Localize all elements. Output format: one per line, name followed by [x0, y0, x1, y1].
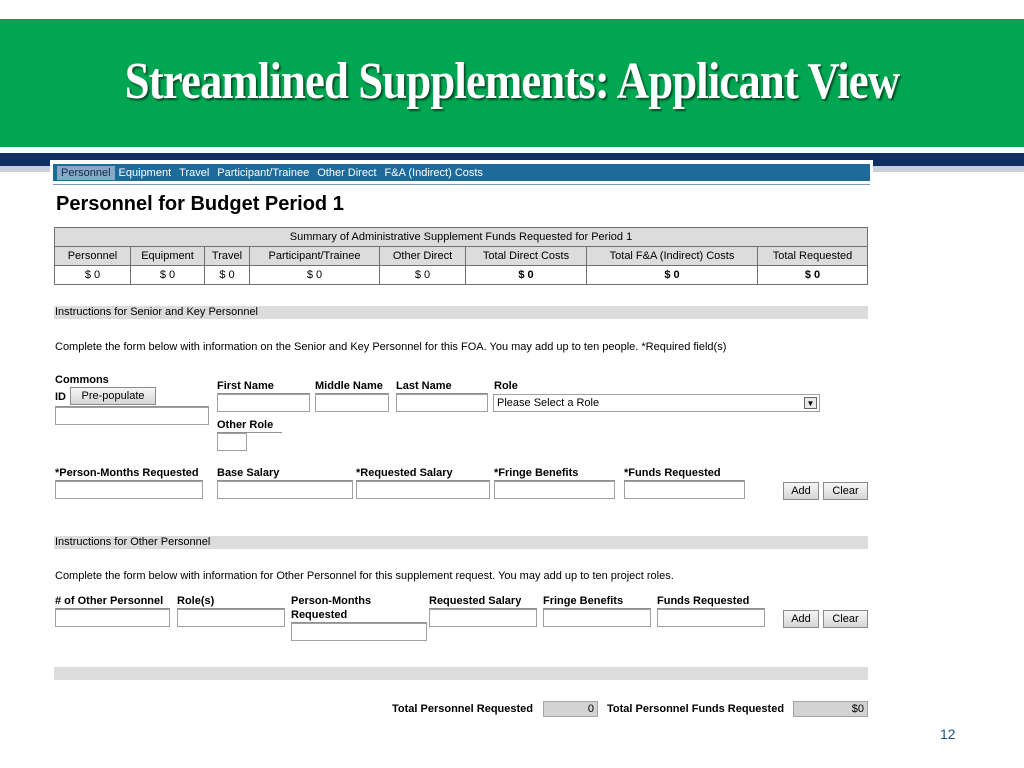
- prepopulate-button[interactable]: Pre-populate: [70, 387, 156, 405]
- senior-instructions: Complete the form below with information on the Senior and Key Personnel for this FOA. You may add up to ten people. *Required field(s): [55, 341, 727, 353]
- middle-name-input[interactable]: [315, 394, 389, 412]
- section-divider: [54, 667, 868, 680]
- form-screenshot: [50, 160, 873, 720]
- other-count-input[interactable]: [55, 609, 170, 627]
- tab-equipment[interactable]: Equipment: [118, 166, 172, 179]
- tab-bar-underline: [53, 181, 870, 185]
- clear-other-button[interactable]: Clear: [823, 610, 868, 628]
- role-select[interactable]: [493, 394, 820, 412]
- roles-label: Role(s): [177, 595, 215, 607]
- tab-fa-indirect-costs[interactable]: F&A (Indirect) Costs: [384, 166, 483, 179]
- summary-value: $ 0: [466, 266, 587, 285]
- person-months-input[interactable]: [55, 481, 203, 499]
- fringe-benefits-label: *Fringe Benefits: [494, 467, 579, 479]
- other-fringe-input[interactable]: [543, 609, 651, 627]
- tab-travel[interactable]: Travel: [179, 166, 210, 179]
- other-funds-input[interactable]: [657, 609, 765, 627]
- summary-value: $ 0: [205, 266, 250, 285]
- commons-label: Commons: [55, 374, 109, 386]
- base-salary-label: Base Salary: [217, 467, 280, 479]
- total-personnel-label: Total Personnel Requested: [392, 703, 533, 715]
- summary-value: $ 0: [380, 266, 466, 285]
- summary-value-row: [55, 266, 868, 285]
- funds-requested-input[interactable]: [624, 481, 745, 499]
- other-count-label: # of Other Personnel: [55, 595, 164, 607]
- summary-header-row: [55, 247, 868, 266]
- summary-header: Travel: [205, 247, 250, 266]
- other-requested-salary-input[interactable]: [429, 609, 537, 627]
- summary-value: $ 0: [587, 266, 758, 285]
- budget-tab-bar: [53, 164, 870, 181]
- fringe-benefits-input[interactable]: [494, 481, 615, 499]
- other-section-header: Instructions for Other Personnel: [54, 536, 868, 549]
- add-senior-button[interactable]: Add: [783, 482, 819, 500]
- role-select-value: Please Select a Role: [497, 397, 600, 409]
- summary-caption: Summary of Administrative Supplement Funds Requested for Period 1: [55, 228, 868, 247]
- total-funds-value: $0: [793, 701, 868, 717]
- other-funds-label: Funds Requested: [657, 595, 750, 607]
- commons-id-input[interactable]: [55, 407, 209, 425]
- summary-header: Total F&A (Indirect) Costs: [587, 247, 758, 266]
- total-funds-label: Total Personnel Funds Requested: [607, 703, 785, 715]
- summary-header: Personnel: [55, 247, 131, 266]
- add-other-button[interactable]: Add: [783, 610, 819, 628]
- funds-requested-label: *Funds Requested: [624, 467, 721, 479]
- page-title: Personnel for Budget Period 1: [56, 193, 344, 215]
- summary-value: $ 0: [250, 266, 380, 285]
- middle-name-label: Middle Name: [315, 380, 383, 392]
- other-instructions: Complete the form below with information for Other Personnel for this supplement request. You may add up to ten project roles.: [55, 570, 674, 582]
- summary-header: Total Requested: [758, 247, 868, 266]
- other-requested-salary-label: Requested Salary: [429, 595, 522, 607]
- page-number: 12: [940, 726, 956, 742]
- summary-value: $ 0: [758, 266, 868, 285]
- senior-section-header: Instructions for Senior and Key Personnel: [54, 306, 868, 319]
- first-name-label: First Name: [217, 380, 274, 392]
- other-person-months-label-line2: Requested: [291, 609, 348, 621]
- requested-salary-label: *Requested Salary: [356, 467, 453, 479]
- id-label: ID: [55, 391, 66, 403]
- clear-senior-button[interactable]: Clear: [823, 482, 868, 500]
- other-role-label: Other Role: [217, 419, 274, 431]
- other-person-months-label: Person-Months: [291, 595, 372, 607]
- base-salary-input[interactable]: [217, 481, 353, 499]
- tab-personnel[interactable]: Personnel: [57, 166, 115, 180]
- other-fringe-label: Fringe Benefits: [543, 595, 624, 607]
- summary-header: Equipment: [131, 247, 205, 266]
- summary-table: [54, 227, 868, 285]
- summary-header: Other Direct: [380, 247, 466, 266]
- other-person-months-input[interactable]: [291, 623, 427, 641]
- other-role-input[interactable]: [217, 433, 247, 451]
- roles-input[interactable]: [177, 609, 285, 627]
- tab-other-direct[interactable]: Other Direct: [317, 166, 377, 179]
- last-name-label: Last Name: [396, 380, 452, 392]
- summary-header: Total Direct Costs: [466, 247, 587, 266]
- summary-header: Participant/Trainee: [250, 247, 380, 266]
- summary-value: $ 0: [131, 266, 205, 285]
- tab-participant-trainee[interactable]: Participant/Trainee: [217, 166, 310, 179]
- last-name-input[interactable]: [396, 394, 488, 412]
- role-label: Role: [494, 380, 518, 392]
- person-months-label: *Person-Months Requested: [55, 467, 199, 479]
- requested-salary-input[interactable]: [356, 481, 490, 499]
- first-name-input[interactable]: [217, 394, 310, 412]
- slide-title: Streamlined Supplements: Applicant View: [124, 53, 900, 110]
- total-personnel-value: 0: [543, 701, 598, 717]
- chevron-down-icon[interactable]: ▼: [804, 397, 817, 409]
- summary-value: $ 0: [55, 266, 131, 285]
